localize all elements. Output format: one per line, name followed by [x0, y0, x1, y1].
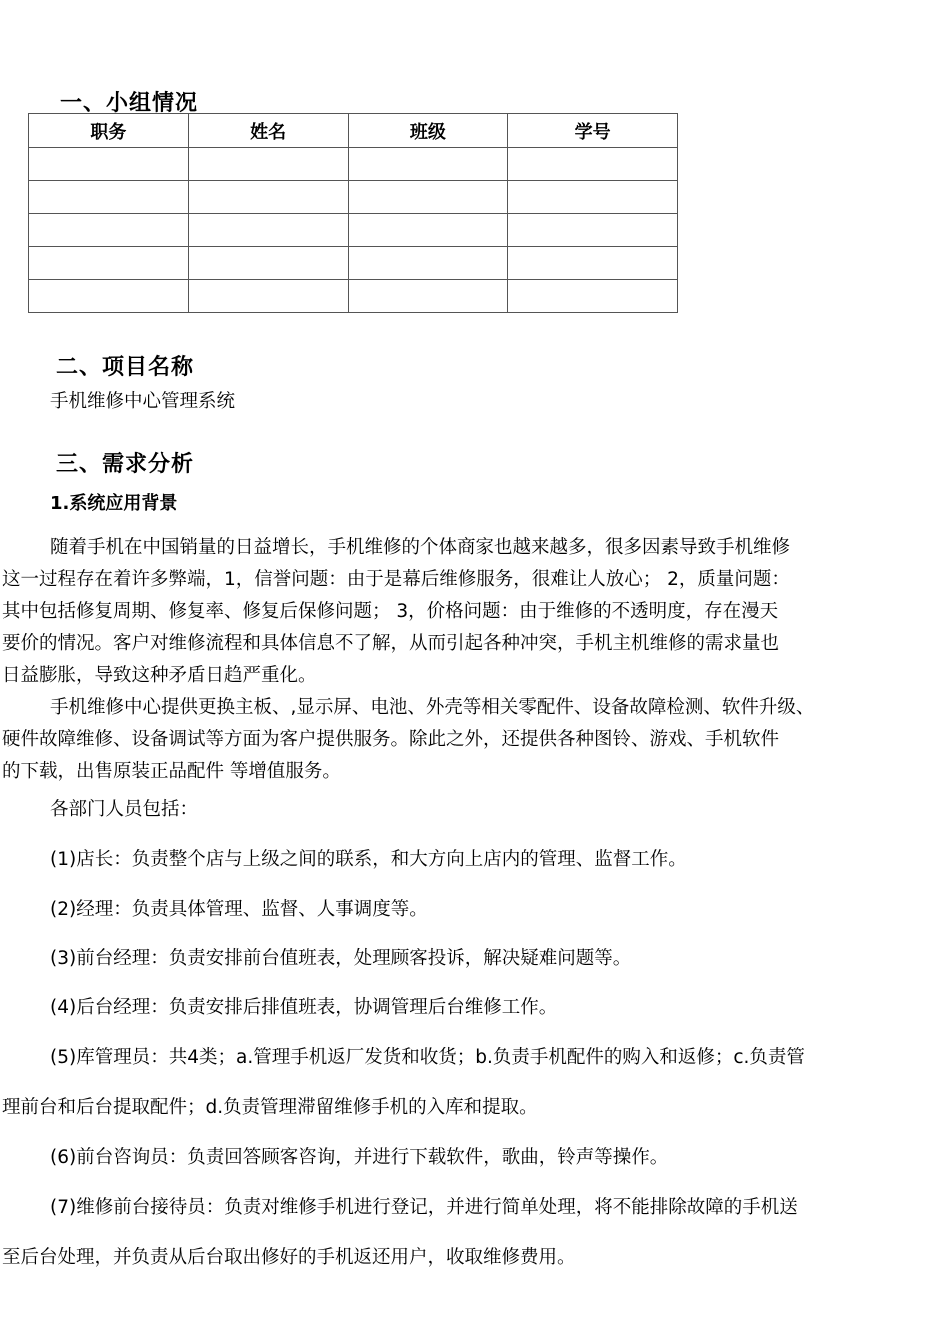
header-cell: 学号 [508, 114, 678, 148]
subsection-heading: 1.系统应用背景 [50, 493, 178, 514]
section-3-heading: 三、需求分析 [56, 452, 195, 477]
header-cell: 职务 [29, 114, 189, 148]
table-cell [508, 280, 678, 313]
table-cell [508, 247, 678, 280]
table-cell [508, 148, 678, 181]
paragraph-line: 随着手机在中国销量的日益增长，手机维修的个体商家也越来越多，很多因素导致手机维修 [50, 537, 791, 558]
staff-intro: 各部门人员包括： [50, 799, 199, 820]
table-cell [508, 181, 678, 214]
staff-item: (2)经理：负责具体管理、监督、人事调度等。 [50, 899, 428, 920]
table-cell [188, 247, 348, 280]
table-cell [348, 181, 508, 214]
staff-item-continued: 至后台处理，并负责从后台取出修好的手机返还用户，收取维修费用。 [2, 1247, 576, 1268]
staff-item: (6)前台咨询员：负责回答顾客咨询，并进行下载软件，歌曲，铃声等操作。 [50, 1147, 669, 1168]
table-cell [348, 214, 508, 247]
table-cell [348, 247, 508, 280]
paragraph-line: 手机维修中心提供更换主板、,显示屏、电池、外壳等相关零配件、设备故障检测、软件升级、 [50, 697, 815, 718]
table-cell [348, 148, 508, 181]
table-cell [188, 280, 348, 313]
paragraph-line: 要价的情况。客户对维修流程和具体信息不了解，从而引起各种冲突，手机主机维修的需求量也 [2, 633, 780, 654]
table-cell [29, 181, 189, 214]
table-cell [29, 247, 189, 280]
table-cell [188, 214, 348, 247]
staff-item-continued: 理前台和后台提取配件；d.负责管理滞留维修手机的入库和提取。 [2, 1097, 538, 1118]
paragraph-line: 的下载，出售原装正品配件 等增值服务。 [2, 761, 341, 782]
table-row [29, 247, 678, 280]
team-table [28, 113, 678, 313]
paragraph-line: 其中包括修复周期、修复率、修复后保修问题； 3，价格问题：由于维修的不透明度，存在漫天 [2, 601, 779, 622]
staff-item: (1)店长：负责整个店与上级之间的联系，和大方向上店内的管理、监督工作。 [50, 849, 687, 870]
table-cell [188, 148, 348, 181]
table-cell [29, 214, 189, 247]
staff-item: (5)库管理员：共4类；a.管理手机返厂发货和收货；b.负责手机配件的购入和返修；c.负责管 [50, 1047, 805, 1068]
table-row [29, 148, 678, 181]
table-header-row [29, 114, 678, 148]
table-cell [29, 280, 189, 313]
staff-item: (3)前台经理：负责安排前台值班表，处理顾客投诉，解决疑难问题等。 [50, 948, 632, 969]
table-cell [508, 214, 678, 247]
header-cell: 班级 [348, 114, 508, 148]
header-cell: 姓名 [188, 114, 348, 148]
table-cell [348, 280, 508, 313]
project-name: 手机维修中心管理系统 [50, 391, 236, 412]
section-1-heading: 一、小组情况 [60, 91, 199, 116]
table-row [29, 280, 678, 313]
paragraph-line: 硬件故障维修、设备调试等方面为客户提供服务。除此之外，还提供各种图铃、游戏、手机软件 [2, 729, 780, 750]
staff-item: (7)维修前台接待员：负责对维修手机进行登记，并进行简单处理，将不能排除故障的手机送 [50, 1197, 798, 1218]
section-2-heading: 二、项目名称 [56, 355, 195, 380]
table-row [29, 214, 678, 247]
paragraph-line: 日益膨胀，导致这种矛盾日趋严重化。 [2, 665, 317, 686]
paragraph-line: 这一过程存在着许多弊端，1，信誉问题：由于是幕后维修服务，很难让人放心； 2，质量问题： [2, 569, 790, 590]
table-row [29, 181, 678, 214]
staff-item: (4)后台经理：负责安排后排值班表，协调管理后台维修工作。 [50, 997, 558, 1018]
table-cell [188, 181, 348, 214]
table-cell [29, 148, 189, 181]
